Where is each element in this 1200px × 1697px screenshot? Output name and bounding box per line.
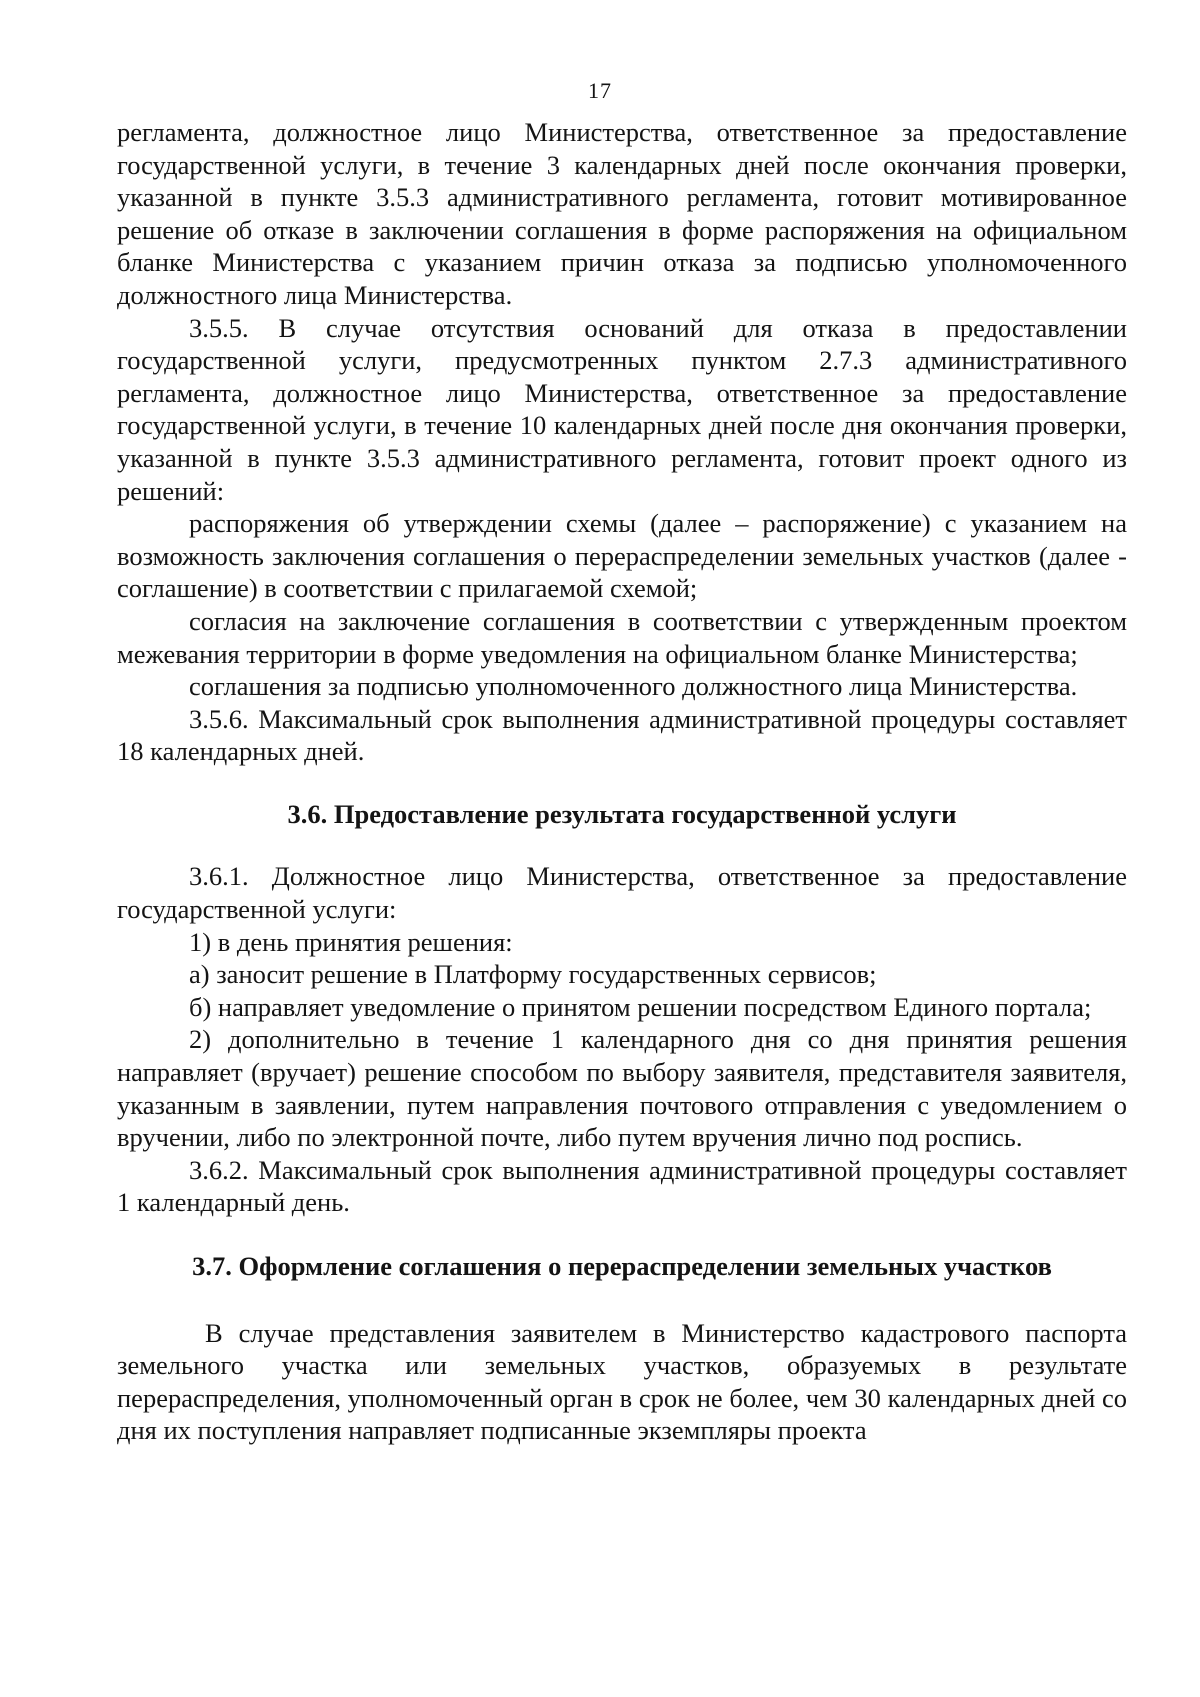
list-item-2: 2) дополнительно в течение 1 календарного дня со дня принятия решения направляет (вручает) решение способом по выбору заявителя, представителя заявителя, указанным в заявлении, путем направления почтового отправления с уведомлением о вручении, либо по электронной почте, либо путем вручения лично под роспись. xyxy=(117,1024,1127,1153)
paragraph-3-5-6: 3.5.6. Максимальный срок выполнения административной процедуры составляет 18 календарных дней. xyxy=(117,703,1127,767)
list-item-b: б) направляет уведомление о принятом решении посредством Единого портала; xyxy=(189,991,1092,1022)
list-item-a: а) заносит решение в Платформу государственных сервисов; xyxy=(189,959,877,990)
list-item-order: распоряжения об утверждении схемы (далее – распоряжение) с указанием на возможность заключения соглашения о перераспределении земельных участков (далее - соглашение) в соответствии с прилагаемой схемой; xyxy=(117,508,1127,604)
paragraph-3-5-5: 3.5.5. В случае отсутствия оснований для отказа в предоставлении государственной услуги, предусмотренных пунктом 2.7.3 административного регламента, должностное лицо Министерства, ответственное за предоставление государственной услуги, в течение 10 календарных дней после дня окончания проверки, указанной в пункте 3.5.3 административного регламента, готовит проект одного из решений: xyxy=(117,312,1127,506)
page-number: 17 xyxy=(588,78,612,103)
list-item-consent: согласия на заключение соглашения в соответствии с утвержденным проектом межевания территории в форме уведомления на официальном бланке Министерства; xyxy=(117,605,1127,669)
paragraph-3-6-1: 3.6.1. Должностное лицо Министерства, ответственное за предоставление государственной услуги: xyxy=(117,861,1127,925)
list-item-agreement: соглашения за подписью уполномоченного должностного лица Министерства. xyxy=(189,671,1078,702)
list-item-1: 1) в день принятия решения: xyxy=(189,926,513,957)
document-body xyxy=(117,116,1127,1447)
paragraph: регламента, должностное лицо Министерства, ответственное за предоставление государственной услуги, в течение 3 календарных дней после окончания проверки, указанной в пункте 3.5.3 административного регламента, готовит мотивированное решение об отказе в заключении соглашения в форме распоряжения на официальном бланке Министерства с указанием причин отказа за подписью уполномоченного должностного лица Министерства. xyxy=(117,117,1127,310)
section-heading-3-6: 3.6. Предоставление результата государственной услуги xyxy=(287,798,957,829)
paragraph-3-6-2: 3.6.2. Максимальный срок выполнения административной процедуры составляет 1 календарный день. xyxy=(117,1154,1127,1218)
paragraph-3-7: В случае представления заявителем в Министерство кадастрового паспорта земельного участка или земельных участков, образуемых в результате перераспределения, уполномоченный орган в срок не более, чем 30 календарных дней со дня их поступления направляет подписанные экземпляры проекта xyxy=(117,1317,1127,1446)
section-heading-3-7: 3.7. Оформление соглашения о перераспределении земельных участков xyxy=(192,1251,1052,1281)
